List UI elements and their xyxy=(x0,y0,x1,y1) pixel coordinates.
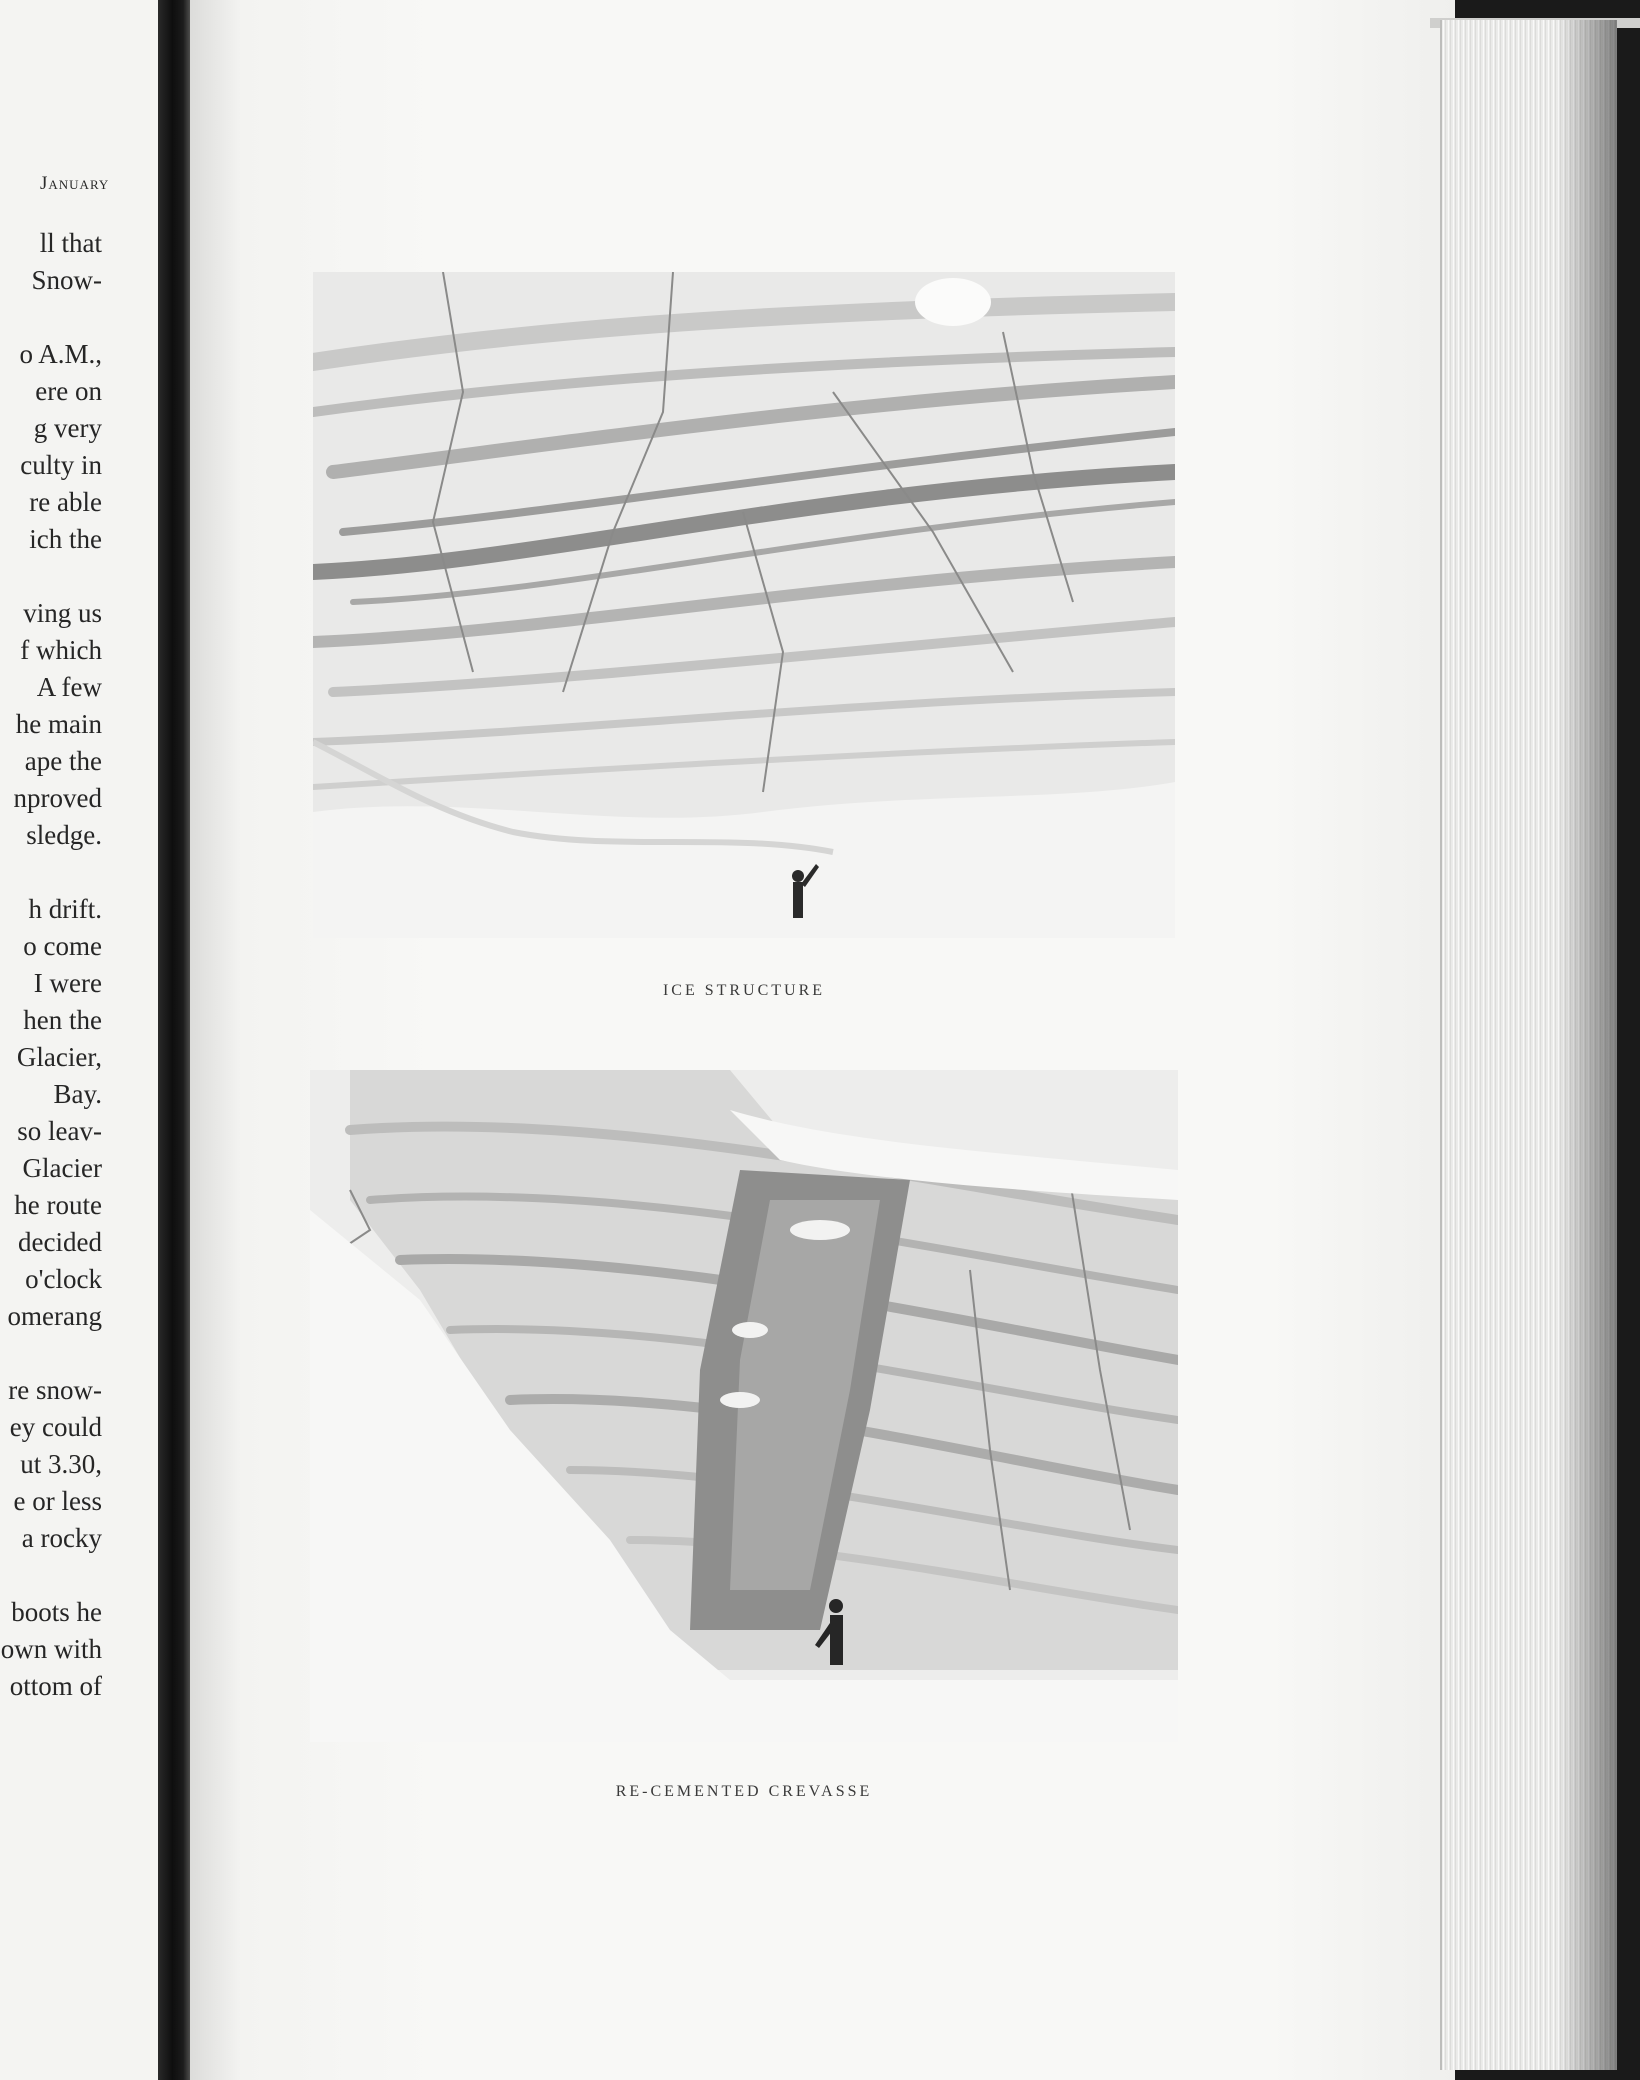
book-gutter xyxy=(158,0,194,2080)
left-page-line: g very xyxy=(33,413,102,443)
left-page-line: ere on xyxy=(35,376,102,406)
left-page-line: ape the xyxy=(24,746,102,776)
left-page-line: ottom of xyxy=(9,1671,102,1701)
running-head: January xyxy=(40,173,110,194)
left-page-line: Snow- xyxy=(31,265,102,295)
left-page-line: he route xyxy=(14,1190,102,1220)
banded-ice-cliff-icon xyxy=(313,272,1175,938)
left-page-line: A few xyxy=(36,672,102,702)
left-page-line: Glacier xyxy=(22,1153,102,1183)
page-edges xyxy=(1440,20,1617,2070)
left-page-line: h drift. xyxy=(28,894,102,924)
left-page-line: boots he xyxy=(11,1597,102,1627)
left-page-line: ving us xyxy=(23,598,102,628)
photo-re-cemented-crevasse xyxy=(310,1070,1178,1742)
left-page-line: o'clock xyxy=(25,1264,102,1294)
left-page-line: he main xyxy=(15,709,102,739)
left-page-line: culty in xyxy=(20,450,102,480)
left-page-line: own with xyxy=(0,1634,102,1664)
left-page-line: e or less xyxy=(13,1486,102,1516)
left-page-line: decided xyxy=(18,1227,102,1257)
left-page xyxy=(0,0,165,2080)
photo-ice-structure xyxy=(313,272,1175,938)
left-page-line: I were xyxy=(33,968,102,998)
crevasse-cliff-icon xyxy=(310,1070,1178,1742)
left-page-line: o come xyxy=(23,931,102,961)
left-page-line: a rocky xyxy=(21,1523,102,1553)
left-page-line: hen the xyxy=(23,1005,102,1035)
left-page-line: omerang xyxy=(7,1301,102,1331)
left-page-line: ey could xyxy=(9,1412,102,1442)
left-page-line: ich the xyxy=(29,524,102,554)
left-page-line: so leav- xyxy=(17,1116,102,1146)
left-page-line: ll that xyxy=(39,228,102,258)
left-page-line: o A.M., xyxy=(19,339,102,369)
left-page-line: nproved xyxy=(13,783,102,813)
left-page-line: f which xyxy=(20,635,102,665)
caption-re-cemented-crevasse: RE-CEMENTED CREVASSE xyxy=(615,1783,873,1800)
left-page-line: Glacier, xyxy=(16,1042,102,1072)
left-page-line: ut 3.30, xyxy=(20,1449,102,1479)
left-page-line: re snow- xyxy=(8,1375,102,1405)
left-page-line: re able xyxy=(29,487,102,517)
left-page-line: Bay. xyxy=(53,1079,102,1109)
caption-ice-structure: ICE STRUCTURE xyxy=(662,982,826,999)
left-page-line: sledge. xyxy=(26,820,102,850)
